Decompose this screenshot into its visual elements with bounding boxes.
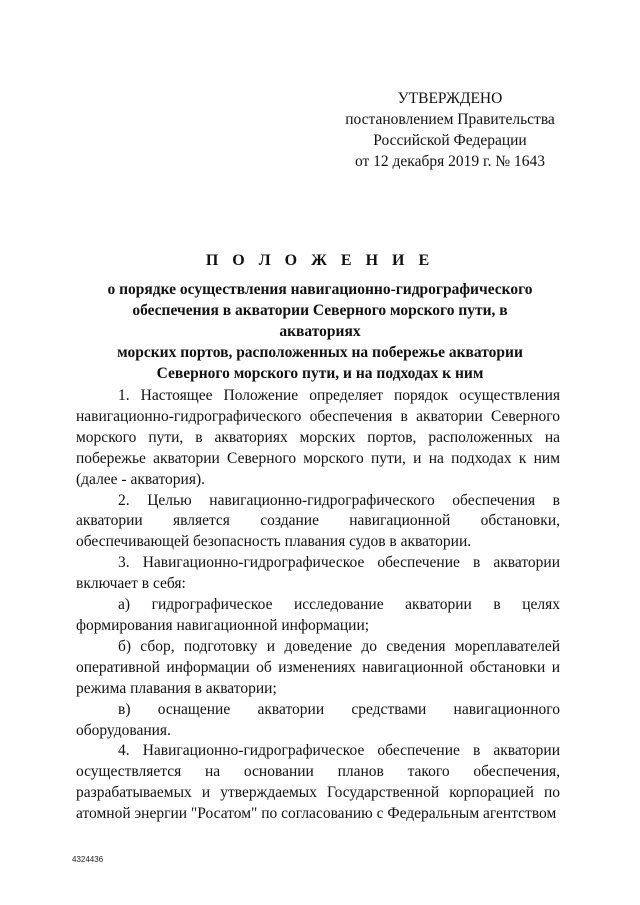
subtitle-line: морских портов, расположенных на побережье акватории	[117, 344, 523, 361]
paragraph-4: 4. Навигационно-гидрографическое обеспечение в акватории осуществляется на основании планов такого обеспечения, разрабатываемых и утверждаемых Государственной корпорацией по атомной энергии "Росатом" по согласованию с Федеральным агентством	[76, 742, 560, 823]
document-body	[76, 386, 560, 825]
paragraph-3c: в) оснащение акватории средствами навигационного оборудования.	[76, 700, 560, 739]
paragraph-3a: а) гидрографическое исследование акватории в целях формирования навигационной информации;	[76, 596, 560, 634]
approval-stamp	[330, 88, 570, 172]
paragraph-2: 2. Целью навигационно-гидрографического обеспечения в акватории является создание навигационной обстановки, обеспечивающей безопасность плавания судов в акватории.	[76, 491, 560, 551]
subtitle-line: Северного морского пути, и на подходах к ним	[156, 365, 484, 382]
paragraph-1: 1. Настоящее Положение определяет порядок осуществления навигационно-гидрографического обеспечения в акватории Северного морского пути, в акваториях морских портов, расположенных на побережье акватории Северного морского пути, и на подходах к ним (далее - акватория).	[76, 387, 560, 488]
document-title: П О Л О Ж Е Н И Е	[205, 252, 435, 269]
document-code: 4324436	[72, 855, 104, 864]
paragraph-3b: б) сбор, подготовку и доведение до сведения мореплавателей оперативной информации об изменениях навигационной обстановки и режима плавания в акватории;	[76, 637, 560, 697]
approval-heading: УТВЕРЖДЕНО	[397, 90, 503, 107]
subtitle-line: о порядке осуществления навигационно-гидрографического	[107, 281, 533, 298]
approval-line-decree: постановлением Правительства	[345, 111, 555, 128]
approval-line-government: Российской Федерации	[373, 132, 527, 149]
paragraph-3: 3. Навигационно-гидрографическое обеспечение в акватории включает в себя:	[76, 554, 560, 593]
document-subtitle	[90, 279, 550, 384]
subtitle-line: обеспечения в акватории Северного морского пути, в акваториях	[132, 302, 508, 340]
approval-line-date-number: от 12 декабря 2019 г. № 1643	[354, 153, 546, 170]
